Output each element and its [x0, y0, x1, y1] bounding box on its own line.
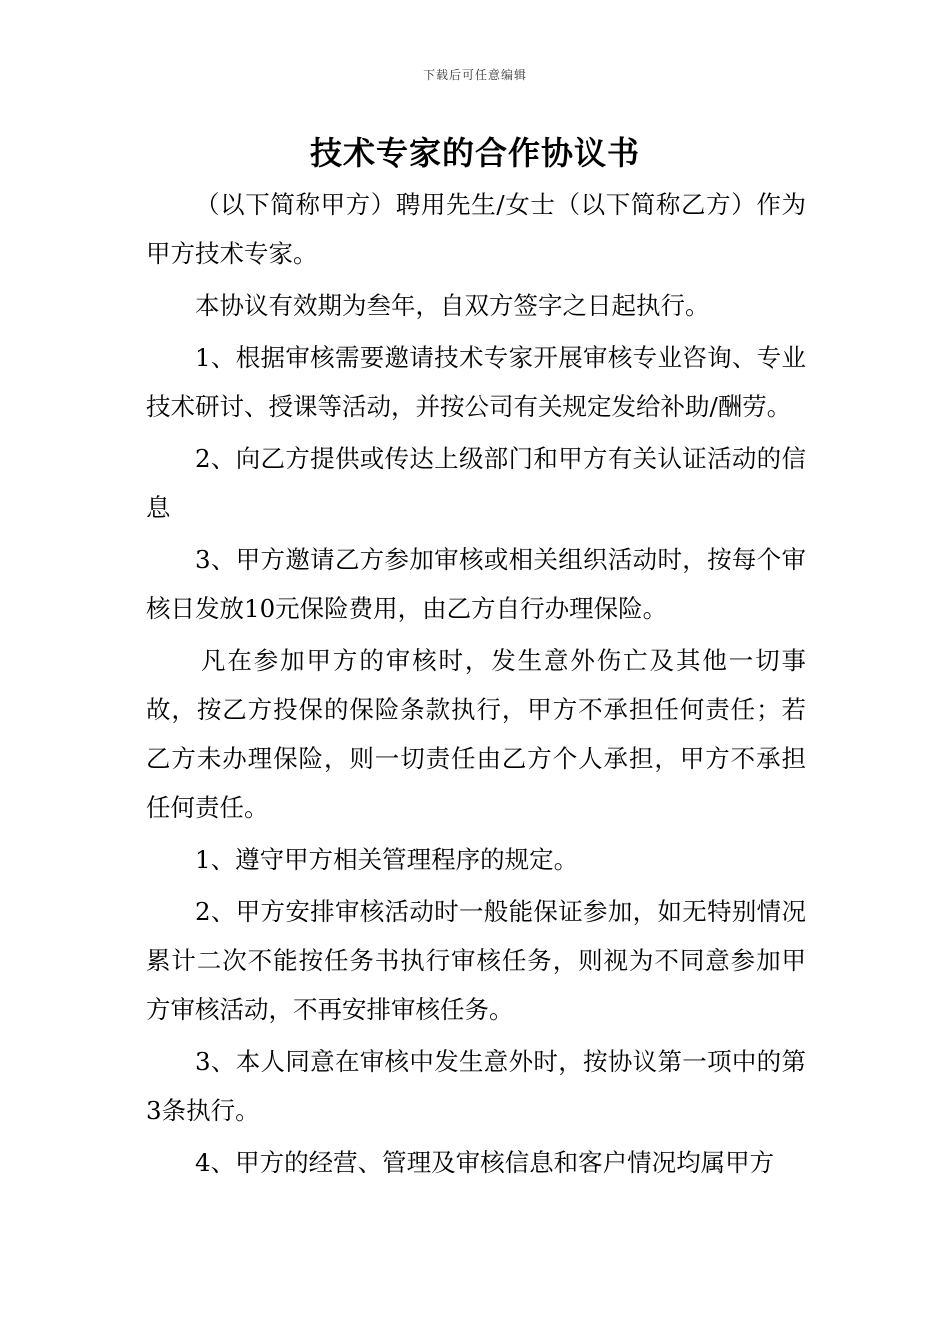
document-body	[146, 180, 806, 1190]
paragraph-validity: 本协议有效期为叁年，自双方签字之日起执行。	[195, 291, 710, 320]
paragraph-accident-liability: 凡在参加甲方的审核时，发生意外伤亡及其他一切事故，按乙方投保的保险条款执行，甲方不承担任何责任；若乙方未办理保险，则一切责任由乙方个人承担，甲方不承担任何责任。	[146, 646, 806, 822]
paragraph-clause-a3: 3、甲方邀请乙方参加审核或相关组织活动时，按每个审核日发放10元保险费用，由乙方自行办理保险。	[146, 545, 806, 623]
paragraph-clause-a1: 1、根据审核需要邀请技术专家开展审核专业咨询、专业技术研讨、授课等活动，并按公司有关规定发给补助/酬劳。	[146, 343, 806, 421]
paragraph-intro: （以下简称甲方）聘用先生/女士（以下简称乙方）作为甲方技术专家。	[146, 190, 806, 268]
paragraph-clause-b4: 4、甲方的经营、管理及审核信息和客户情况均属甲方	[195, 1148, 775, 1177]
paragraph-clause-a2: 2、向乙方提供或传达上级部门和甲方有关认证活动的信息	[146, 444, 806, 522]
paragraph-clause-b2: 2、甲方安排审核活动时一般能保证参加，如无特别情况累计二次不能按任务书执行审核任务，则视为不同意参加甲方审核活动，不再安排审核任务。	[146, 897, 806, 1024]
document-title: 技术专家的合作协议书	[309, 134, 640, 172]
header-note: 下载后可任意编辑	[422, 68, 527, 82]
paragraph-clause-b3: 3、本人同意在审核中发生意外时，按协议第一项中的第3条执行。	[146, 1047, 806, 1125]
paragraph-clause-b1: 1、遵守甲方相关管理程序的规定。	[195, 845, 579, 874]
